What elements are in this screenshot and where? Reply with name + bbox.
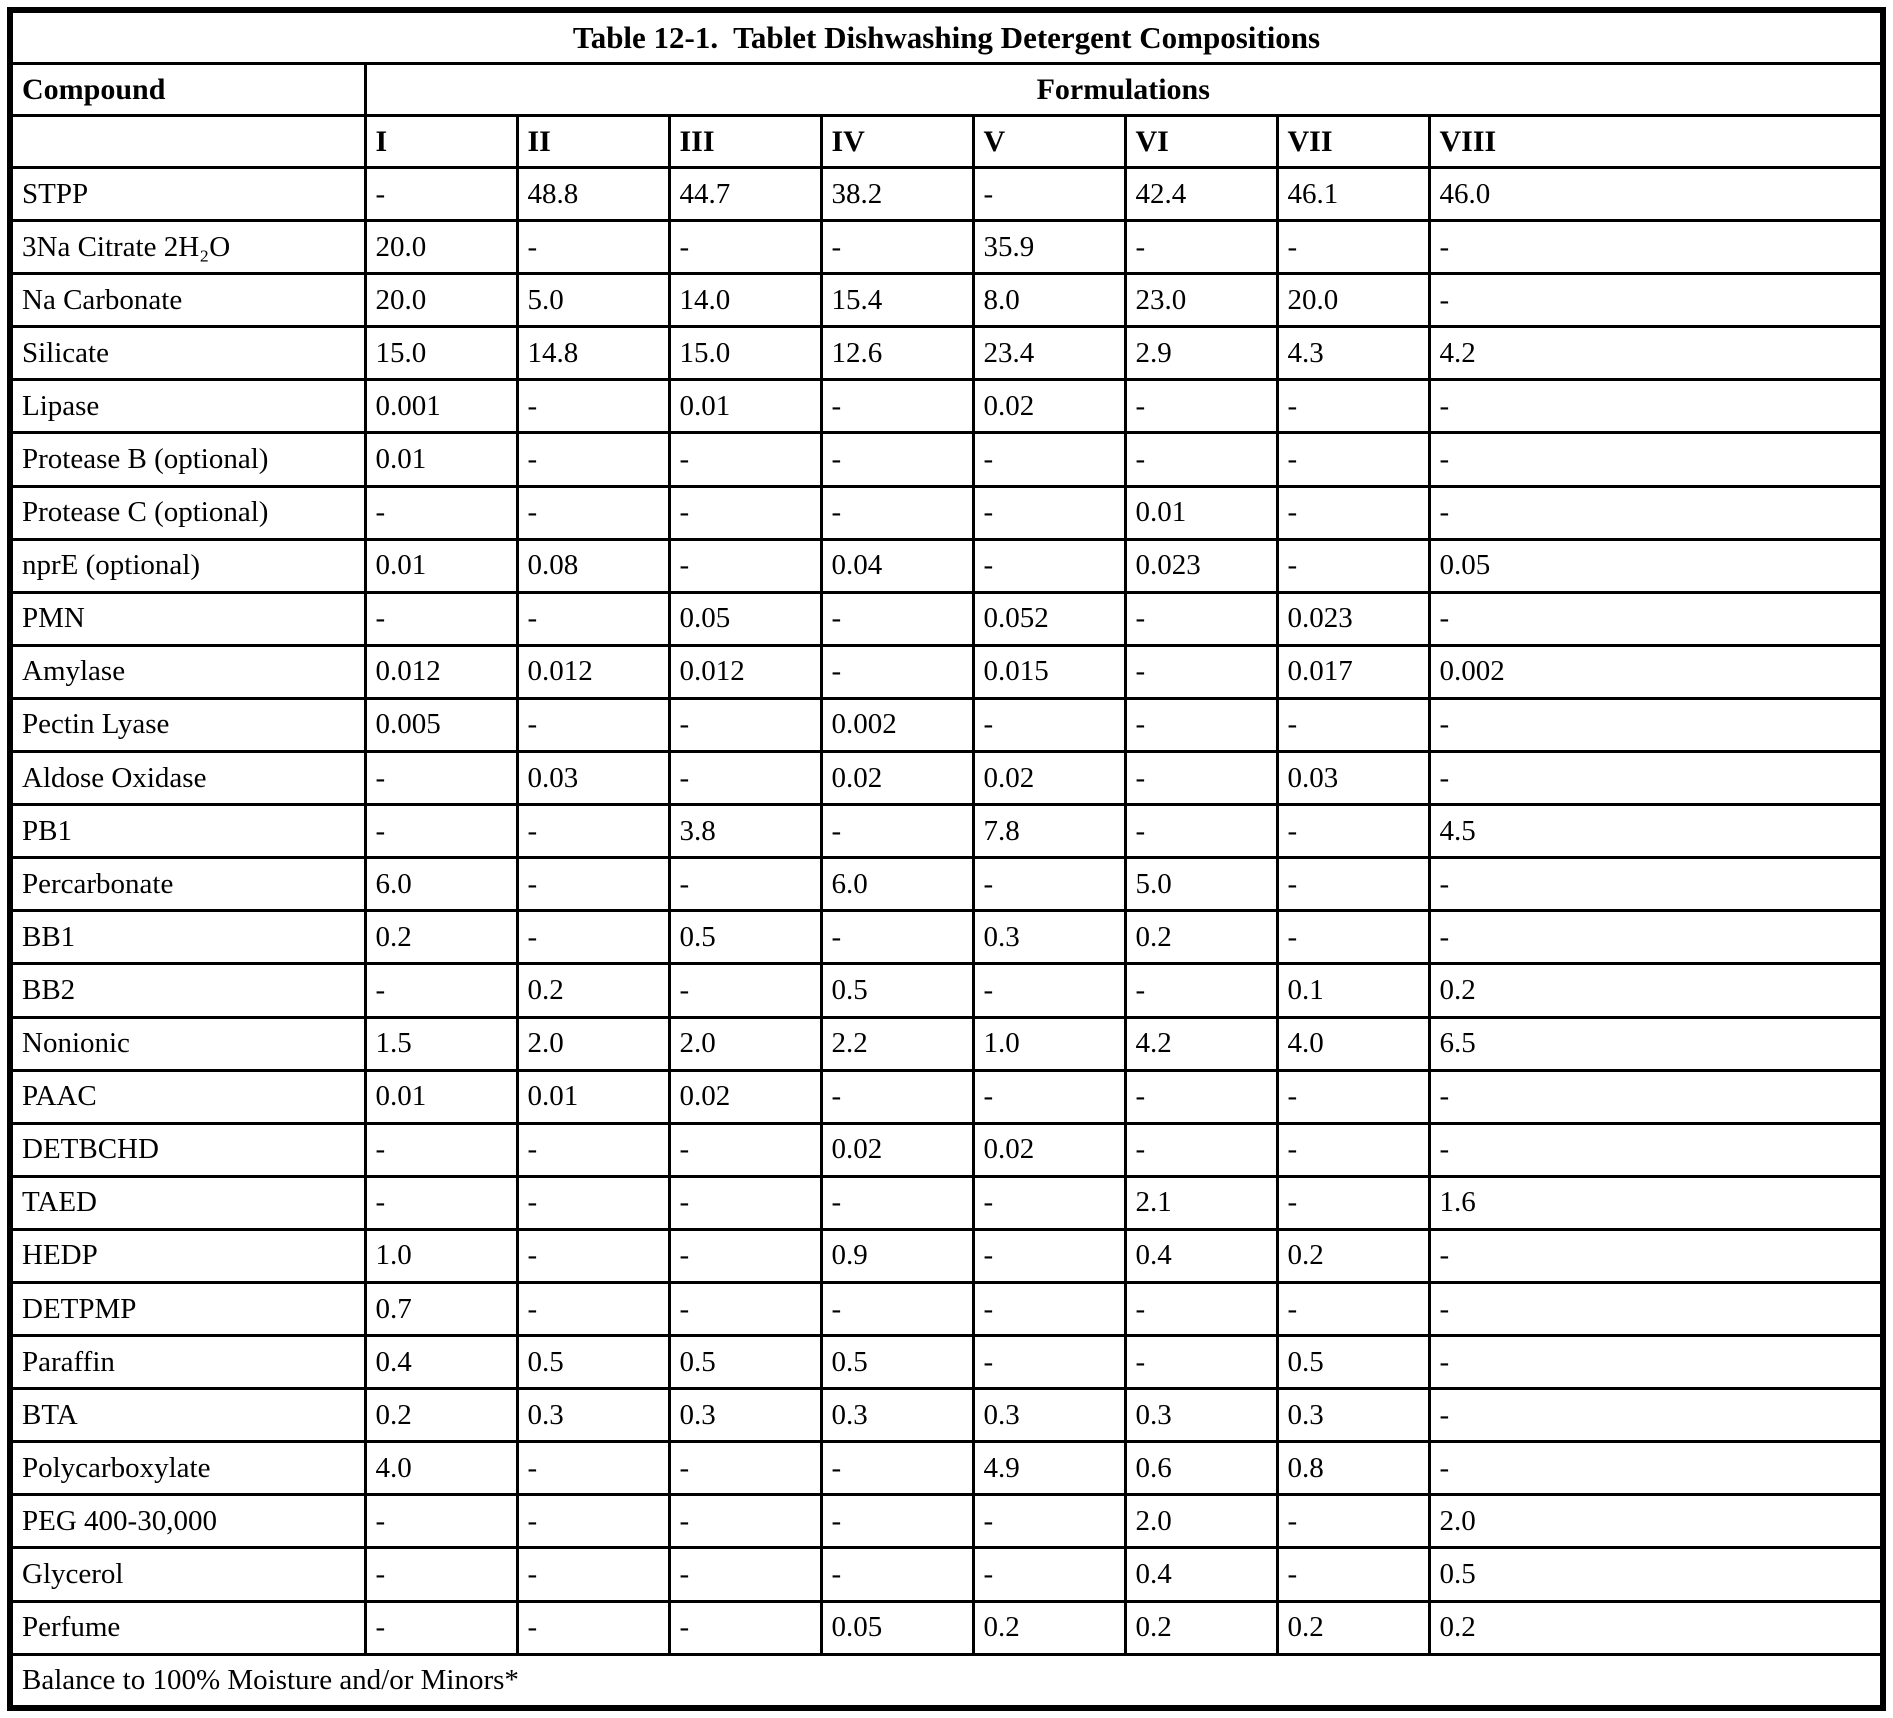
value-cell: 0.05 <box>821 1601 973 1654</box>
value-cell: - <box>669 858 821 911</box>
value-cell: - <box>973 1336 1125 1389</box>
value-cell: - <box>365 1548 517 1601</box>
table-header-row <box>10 64 1883 116</box>
value-cell: 12.6 <box>821 327 973 380</box>
value-cell: - <box>669 698 821 751</box>
value-cell: - <box>669 1123 821 1176</box>
value-cell: 23.0 <box>1125 274 1277 327</box>
value-cell: 15.0 <box>669 327 821 380</box>
value-cell: - <box>1277 433 1429 486</box>
table-row <box>10 1548 1883 1601</box>
value-cell: - <box>821 1442 973 1495</box>
value-cell: 4.0 <box>365 1442 517 1495</box>
value-cell: - <box>821 486 973 539</box>
value-cell: 0.02 <box>973 752 1125 805</box>
value-cell: - <box>669 752 821 805</box>
value-cell: 0.5 <box>821 964 973 1017</box>
value-cell: 0.02 <box>669 1070 821 1123</box>
value-cell: - <box>1277 1282 1429 1335</box>
value-cell: - <box>365 752 517 805</box>
compound-cell: PAAC <box>10 1070 365 1123</box>
value-cell: 46.0 <box>1429 168 1883 221</box>
value-cell: - <box>669 964 821 1017</box>
value-cell: - <box>973 964 1125 1017</box>
table-row <box>10 858 1883 911</box>
value-cell: - <box>365 592 517 645</box>
value-cell: 1.6 <box>1429 1176 1883 1229</box>
table-row <box>10 805 1883 858</box>
value-cell: - <box>517 858 669 911</box>
table-row <box>10 380 1883 433</box>
value-cell: 0.012 <box>365 645 517 698</box>
table-row <box>10 1123 1883 1176</box>
value-cell: - <box>1429 433 1883 486</box>
value-cell: 2.1 <box>1125 1176 1277 1229</box>
value-cell: - <box>973 1548 1125 1601</box>
value-cell: 0.04 <box>821 539 973 592</box>
value-cell: - <box>1125 645 1277 698</box>
table-row <box>10 645 1883 698</box>
value-cell: - <box>821 911 973 964</box>
value-cell: - <box>517 221 669 274</box>
detergent-compositions-table <box>7 7 1886 1711</box>
value-cell: 0.017 <box>1277 645 1429 698</box>
table-row <box>10 752 1883 805</box>
value-cell: 8.0 <box>973 274 1125 327</box>
value-cell: 14.0 <box>669 274 821 327</box>
value-cell: - <box>517 1442 669 1495</box>
value-cell: - <box>1277 1070 1429 1123</box>
value-cell: - <box>821 592 973 645</box>
value-cell: 0.2 <box>365 1389 517 1442</box>
value-cell: 0.08 <box>517 539 669 592</box>
value-cell: 0.02 <box>821 752 973 805</box>
value-cell: - <box>821 1548 973 1601</box>
value-cell: - <box>1277 911 1429 964</box>
value-cell: - <box>669 539 821 592</box>
table-row <box>10 1601 1883 1654</box>
value-cell: - <box>1125 1070 1277 1123</box>
value-cell: 0.9 <box>821 1229 973 1282</box>
value-cell: 0.6 <box>1125 1442 1277 1495</box>
value-cell: 0.8 <box>1277 1442 1429 1495</box>
value-cell: 42.4 <box>1125 168 1277 221</box>
value-cell: - <box>821 1070 973 1123</box>
value-cell: - <box>517 1229 669 1282</box>
value-cell: - <box>669 1176 821 1229</box>
value-cell: - <box>1429 1282 1883 1335</box>
compound-cell: Aldose Oxidase <box>10 752 365 805</box>
table-title-row <box>10 10 1883 64</box>
value-cell: 0.01 <box>365 433 517 486</box>
compound-cell: Protease B (optional) <box>10 433 365 486</box>
value-cell: 4.9 <box>973 1442 1125 1495</box>
value-cell: 20.0 <box>1277 274 1429 327</box>
value-cell: 1.0 <box>973 1017 1125 1070</box>
value-cell: 4.2 <box>1429 327 1883 380</box>
formulation-column-header-I: I <box>365 116 517 168</box>
formulations-header: Formulations <box>365 64 1883 116</box>
value-cell: - <box>1429 1123 1883 1176</box>
value-cell: - <box>517 380 669 433</box>
value-cell: - <box>365 168 517 221</box>
formulation-column-header-II: II <box>517 116 669 168</box>
value-cell: 4.5 <box>1429 805 1883 858</box>
value-cell: 0.012 <box>669 645 821 698</box>
value-cell: 0.5 <box>1277 1336 1429 1389</box>
value-cell: - <box>1125 221 1277 274</box>
value-cell: - <box>517 698 669 751</box>
value-cell: - <box>1429 592 1883 645</box>
value-cell: 0.002 <box>821 698 973 751</box>
table-row <box>10 1389 1883 1442</box>
value-cell: 1.5 <box>365 1017 517 1070</box>
value-cell: 0.3 <box>1277 1389 1429 1442</box>
compound-cell: DETPMP <box>10 1282 365 1335</box>
value-cell: - <box>1429 752 1883 805</box>
value-cell: 0.2 <box>365 911 517 964</box>
formulation-column-header-III: III <box>669 116 821 168</box>
value-cell: 0.002 <box>1429 645 1883 698</box>
value-cell: - <box>669 221 821 274</box>
value-cell: - <box>1429 1442 1883 1495</box>
value-cell: - <box>365 1601 517 1654</box>
table-row <box>10 698 1883 751</box>
value-cell: - <box>517 1548 669 1601</box>
formulation-column-header-VIII: VIII <box>1429 116 1883 168</box>
value-cell: 6.5 <box>1429 1017 1883 1070</box>
value-cell: 0.052 <box>973 592 1125 645</box>
table-title: Table 12-1. Tablet Dishwashing Detergent Compositions <box>10 10 1883 64</box>
value-cell: 0.05 <box>669 592 821 645</box>
value-cell: - <box>1429 380 1883 433</box>
value-cell: 4.3 <box>1277 327 1429 380</box>
value-cell: - <box>669 1601 821 1654</box>
value-cell: 0.015 <box>973 645 1125 698</box>
value-cell: 0.5 <box>517 1336 669 1389</box>
value-cell: - <box>973 1070 1125 1123</box>
compound-cell: PMN <box>10 592 365 645</box>
compound-cell: Protease C (optional) <box>10 486 365 539</box>
value-cell: 0.02 <box>821 1123 973 1176</box>
value-cell: - <box>1429 274 1883 327</box>
value-cell: 46.1 <box>1277 168 1429 221</box>
value-cell: - <box>973 433 1125 486</box>
compound-cell: nprE (optional) <box>10 539 365 592</box>
value-cell: 0.03 <box>1277 752 1429 805</box>
compound-cell: 3Na Citrate 2H₂O <box>10 221 365 274</box>
value-cell: - <box>1429 1229 1883 1282</box>
value-cell: - <box>669 486 821 539</box>
value-cell: 0.3 <box>517 1389 669 1442</box>
value-cell: 0.2 <box>1277 1601 1429 1654</box>
compound-cell: Pectin Lyase <box>10 698 365 751</box>
value-cell: - <box>517 1495 669 1548</box>
table-row <box>10 1070 1883 1123</box>
value-cell: - <box>821 645 973 698</box>
value-cell: 0.03 <box>517 752 669 805</box>
value-cell: 2.0 <box>1429 1495 1883 1548</box>
value-cell: 0.5 <box>821 1336 973 1389</box>
table-row <box>10 592 1883 645</box>
value-cell: - <box>1125 380 1277 433</box>
value-cell: - <box>365 805 517 858</box>
value-cell: 1.0 <box>365 1229 517 1282</box>
value-cell: - <box>517 1601 669 1654</box>
value-cell: 0.02 <box>973 1123 1125 1176</box>
value-cell: - <box>1125 805 1277 858</box>
value-cell: - <box>669 1442 821 1495</box>
value-cell: 2.2 <box>821 1017 973 1070</box>
value-cell: 0.005 <box>365 698 517 751</box>
value-cell: 0.2 <box>1125 911 1277 964</box>
value-cell: 0.3 <box>973 1389 1125 1442</box>
value-cell: 5.0 <box>517 274 669 327</box>
table-row <box>10 964 1883 1017</box>
value-cell: 0.023 <box>1277 592 1429 645</box>
value-cell: 6.0 <box>365 858 517 911</box>
compound-cell: BTA <box>10 1389 365 1442</box>
value-cell: 2.0 <box>517 1017 669 1070</box>
value-cell: - <box>1125 433 1277 486</box>
table-row <box>10 911 1883 964</box>
value-cell: - <box>1429 698 1883 751</box>
formulation-column-header-VII: VII <box>1277 116 1429 168</box>
value-cell: - <box>1277 380 1429 433</box>
value-cell: 23.4 <box>973 327 1125 380</box>
compound-cell: Polycarboxylate <box>10 1442 365 1495</box>
value-cell: - <box>365 486 517 539</box>
compound-cell: Percarbonate <box>10 858 365 911</box>
value-cell: 0.012 <box>517 645 669 698</box>
compound-cell: Silicate <box>10 327 365 380</box>
value-cell: - <box>973 858 1125 911</box>
value-cell: - <box>1277 486 1429 539</box>
value-cell: - <box>517 486 669 539</box>
value-cell: - <box>821 221 973 274</box>
value-cell: - <box>821 1176 973 1229</box>
value-cell: - <box>1277 858 1429 911</box>
value-cell: 20.0 <box>365 274 517 327</box>
table-row <box>10 433 1883 486</box>
value-cell: 0.5 <box>669 1336 821 1389</box>
value-cell: - <box>973 698 1125 751</box>
value-cell: - <box>821 805 973 858</box>
value-cell: 0.1 <box>1277 964 1429 1017</box>
value-cell: - <box>1429 1389 1883 1442</box>
value-cell: 48.8 <box>517 168 669 221</box>
value-cell: 15.4 <box>821 274 973 327</box>
value-cell: 0.01 <box>1125 486 1277 539</box>
value-cell: 4.2 <box>1125 1017 1277 1070</box>
value-cell: 0.5 <box>669 911 821 964</box>
table-row <box>10 1495 1883 1548</box>
value-cell: - <box>973 1282 1125 1335</box>
compound-cell: PB1 <box>10 805 365 858</box>
value-cell: - <box>1277 1123 1429 1176</box>
value-cell: 2.0 <box>669 1017 821 1070</box>
table-row <box>10 1176 1883 1229</box>
value-cell: 0.01 <box>669 380 821 433</box>
value-cell: 14.8 <box>517 327 669 380</box>
value-cell: 0.2 <box>1125 1601 1277 1654</box>
value-cell: - <box>1429 486 1883 539</box>
value-cell: - <box>365 964 517 1017</box>
value-cell: 0.2 <box>973 1601 1125 1654</box>
value-cell: 2.0 <box>1125 1495 1277 1548</box>
value-cell: - <box>1429 1336 1883 1389</box>
value-cell: - <box>973 1229 1125 1282</box>
value-cell: 0.01 <box>517 1070 669 1123</box>
value-cell: 0.2 <box>1429 1601 1883 1654</box>
value-cell: 0.2 <box>1429 964 1883 1017</box>
formulation-column-header-V: V <box>973 116 1125 168</box>
compound-cell: Paraffin <box>10 1336 365 1389</box>
value-cell: 0.3 <box>1125 1389 1277 1442</box>
value-cell: - <box>517 1282 669 1335</box>
compound-cell: Nonionic <box>10 1017 365 1070</box>
value-cell: 0.2 <box>1277 1229 1429 1282</box>
table-row <box>10 539 1883 592</box>
value-cell: 20.0 <box>365 221 517 274</box>
value-cell: 4.0 <box>1277 1017 1429 1070</box>
compound-cell: Na Carbonate <box>10 274 365 327</box>
value-cell: - <box>973 168 1125 221</box>
value-cell: - <box>517 592 669 645</box>
value-cell: 0.3 <box>821 1389 973 1442</box>
value-cell: - <box>1429 1070 1883 1123</box>
value-cell: - <box>1277 1176 1429 1229</box>
value-cell: - <box>1277 805 1429 858</box>
formulation-column-header-VI: VI <box>1125 116 1277 168</box>
value-cell: - <box>1429 911 1883 964</box>
value-cell: 35.9 <box>973 221 1125 274</box>
value-cell: 0.001 <box>365 380 517 433</box>
compound-cell: BB2 <box>10 964 365 1017</box>
table-row <box>10 1229 1883 1282</box>
compound-cell: BB1 <box>10 911 365 964</box>
value-cell: - <box>1277 221 1429 274</box>
value-cell: - <box>517 1176 669 1229</box>
value-cell: 0.05 <box>1429 539 1883 592</box>
value-cell: 38.2 <box>821 168 973 221</box>
compound-cell: DETBCHD <box>10 1123 365 1176</box>
compound-cell: TAED <box>10 1176 365 1229</box>
value-cell: - <box>669 1495 821 1548</box>
value-cell: - <box>1125 698 1277 751</box>
value-cell: - <box>517 805 669 858</box>
value-cell: 5.0 <box>1125 858 1277 911</box>
value-cell: - <box>973 539 1125 592</box>
compound-cell: HEDP <box>10 1229 365 1282</box>
value-cell: - <box>1125 752 1277 805</box>
value-cell: 0.2 <box>517 964 669 1017</box>
value-cell: 0.01 <box>365 1070 517 1123</box>
value-cell: - <box>1125 1282 1277 1335</box>
value-cell: 6.0 <box>821 858 973 911</box>
value-cell: - <box>1277 698 1429 751</box>
table-row <box>10 1017 1883 1070</box>
value-cell: - <box>821 1282 973 1335</box>
value-cell: - <box>669 1282 821 1335</box>
empty-header-cell <box>10 116 365 168</box>
value-cell: 2.9 <box>1125 327 1277 380</box>
table-row <box>10 1442 1883 1495</box>
value-cell: - <box>821 380 973 433</box>
compound-cell: Glycerol <box>10 1548 365 1601</box>
table-row <box>10 274 1883 327</box>
value-cell: 0.02 <box>973 380 1125 433</box>
value-cell: 3.8 <box>669 805 821 858</box>
value-cell: 0.4 <box>365 1336 517 1389</box>
compound-cell: Lipase <box>10 380 365 433</box>
value-cell: - <box>669 1229 821 1282</box>
table-row <box>10 221 1883 274</box>
value-cell: - <box>1125 1336 1277 1389</box>
value-cell: - <box>1429 858 1883 911</box>
compound-cell: Amylase <box>10 645 365 698</box>
value-cell: 0.023 <box>1125 539 1277 592</box>
value-cell: - <box>1125 964 1277 1017</box>
column-header-row <box>10 116 1883 168</box>
value-cell: - <box>1125 1123 1277 1176</box>
value-cell: 0.3 <box>973 911 1125 964</box>
value-cell: 0.4 <box>1125 1548 1277 1601</box>
value-cell: - <box>973 486 1125 539</box>
value-cell: - <box>365 1176 517 1229</box>
value-cell: 7.8 <box>973 805 1125 858</box>
value-cell: - <box>1125 592 1277 645</box>
compound-cell: PEG 400-30,000 <box>10 1495 365 1548</box>
value-cell: - <box>821 1495 973 1548</box>
table-row <box>10 1336 1883 1389</box>
value-cell: 0.01 <box>365 539 517 592</box>
value-cell: - <box>1277 1548 1429 1601</box>
value-cell: - <box>517 1123 669 1176</box>
table-footer-note: Balance to 100% Moisture and/or Minors* <box>10 1655 1883 1709</box>
value-cell: 0.3 <box>669 1389 821 1442</box>
value-cell: - <box>1277 1495 1429 1548</box>
value-cell: - <box>365 1495 517 1548</box>
value-cell: - <box>365 1123 517 1176</box>
value-cell: 0.4 <box>1125 1229 1277 1282</box>
formulation-column-header-IV: IV <box>821 116 973 168</box>
compound-cell: Perfume <box>10 1601 365 1654</box>
value-cell: - <box>973 1176 1125 1229</box>
value-cell: - <box>1429 221 1883 274</box>
value-cell: - <box>973 1495 1125 1548</box>
compound-header: Compound <box>10 64 365 116</box>
table-row <box>10 168 1883 221</box>
value-cell: - <box>517 911 669 964</box>
value-cell: - <box>517 433 669 486</box>
table-footer-row <box>10 1655 1883 1709</box>
table-row <box>10 1282 1883 1335</box>
value-cell: - <box>821 433 973 486</box>
value-cell: 0.7 <box>365 1282 517 1335</box>
compound-cell: STPP <box>10 168 365 221</box>
value-cell: - <box>1277 539 1429 592</box>
table-row <box>10 486 1883 539</box>
value-cell: 15.0 <box>365 327 517 380</box>
value-cell: 44.7 <box>669 168 821 221</box>
table-row <box>10 327 1883 380</box>
value-cell: 0.5 <box>1429 1548 1883 1601</box>
value-cell: - <box>669 433 821 486</box>
value-cell: - <box>669 1548 821 1601</box>
